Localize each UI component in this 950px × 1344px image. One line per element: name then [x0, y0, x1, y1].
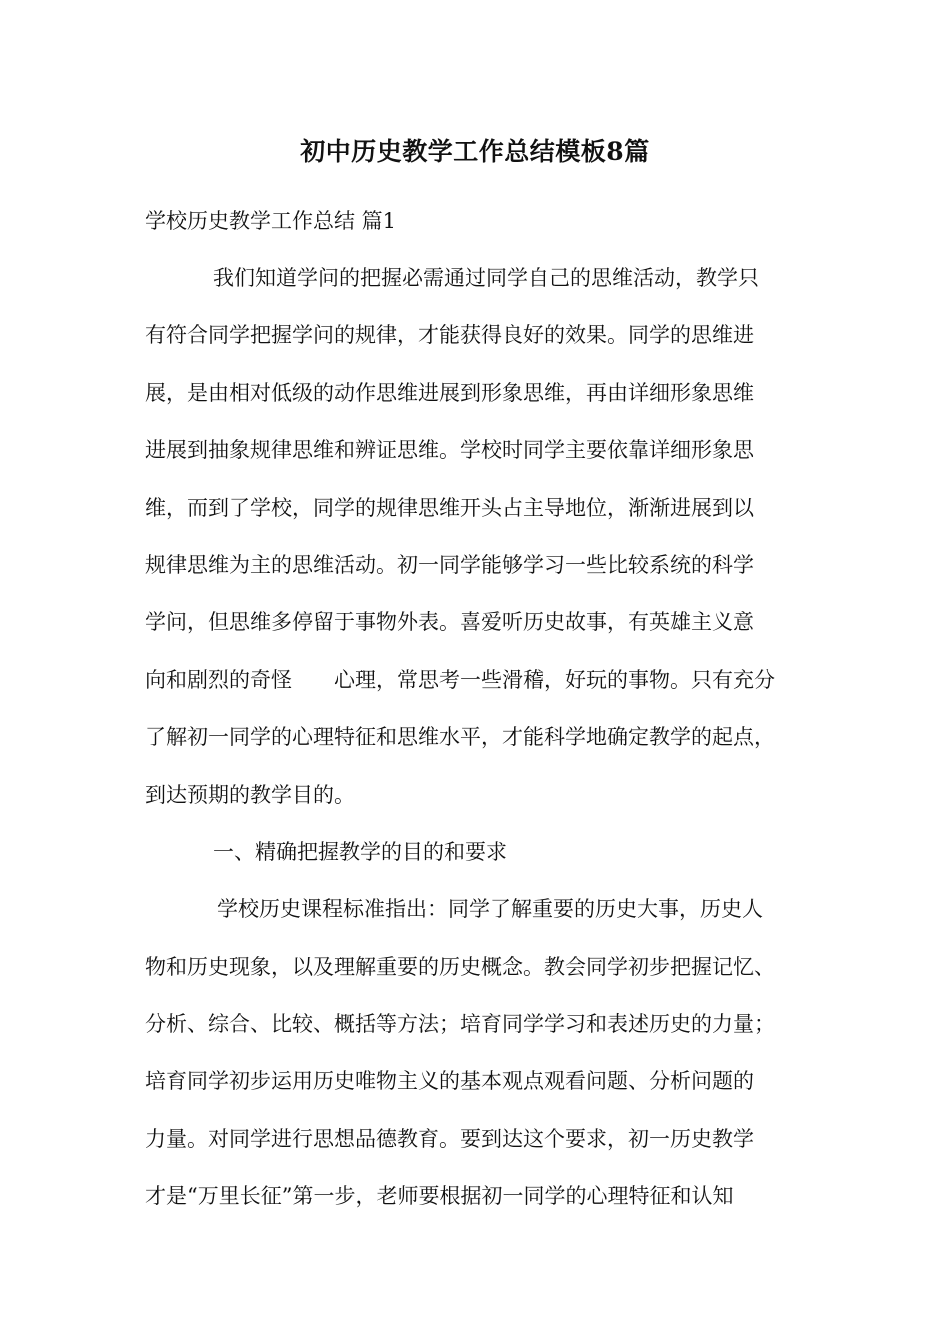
text-line: 到达预期的教学目的。	[145, 782, 355, 807]
text-line: 学校历史课程标准指出：同学了解重要的历史大事，历史人	[217, 897, 763, 922]
text-line: 培育同学初步运用历史唯物主义的基本观点观看问题、分析问题的	[145, 1069, 754, 1094]
text-line: 分析、综合、比较、概括等方法；培育同学学习和表述历史的力量；	[145, 1012, 775, 1037]
text-line: 了解初一同学的心理特征和思维水平，才能科学地确定教学的起点，	[145, 725, 775, 750]
text-line: 向和剧烈的奇怪 心理，常思考一些滑稽，好玩的事物。只有充分	[145, 667, 775, 692]
text-line: 力量。对同学进行思想品德教育。要到达这个要求，初一历史教学	[145, 1126, 754, 1151]
text-line: 物和历史现象，以及理解重要的历史概念。教会同学初步把握记忆、	[145, 954, 775, 979]
text-line: 有符合同学把握学问的规律，才能获得良好的效果。同学的思维进	[145, 323, 754, 348]
text-line: 我们知道学问的把握必需通过同学自己的思维活动，教学只	[213, 266, 759, 290]
document-title: 初中历史教学工作总结模板8篇	[300, 137, 650, 166]
text-line: 进展到抽象规律思维和辨证思维。学校时同学主要依靠详细形象思	[145, 438, 754, 463]
text-line: 规律思维为主的思维活动。初一同学能够学习一些比较系统的科学	[145, 552, 754, 577]
text-line: 展，是由相对低级的动作思维进展到形象思维，再由详细形象思维	[145, 380, 754, 405]
section-heading: 学校历史教学工作总结 篇1	[145, 209, 397, 233]
body-text	[145, 258, 805, 1234]
section-subheading: 一、精确把握教学的目的和要求	[213, 839, 507, 864]
text-line: 才是“万里长征”第一步，老师要根据初一同学的心理特征和认知	[145, 1184, 734, 1209]
text-line: 维，而到了学校，同学的规律思维开头占主导地位，渐渐进展到以	[145, 495, 754, 520]
text-line: 学问，但思维多停留于事物外表。喜爱听历史故事，有英雄主义意	[145, 610, 754, 635]
